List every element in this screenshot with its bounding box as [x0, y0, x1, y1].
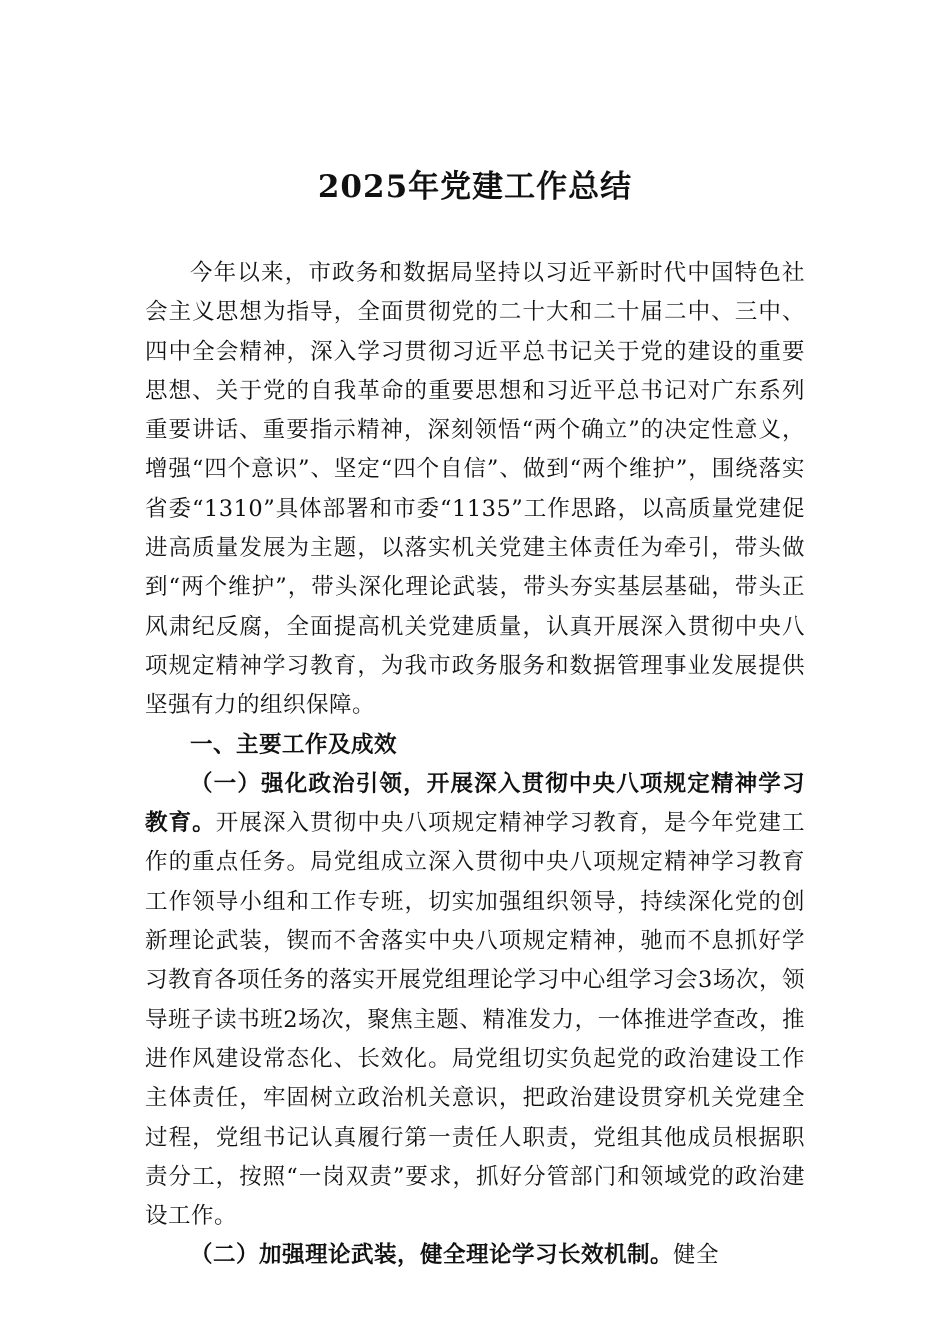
subsection-body-2: 健全 [673, 1242, 720, 1269]
section-heading-1: 一、主要工作及成效 [190, 731, 398, 758]
intro-paragraph: 今年以来，市政务和数据局坚持以习近平新时代中国特色社会主义思想为指导，全面贯彻党的二十大和二十届二中、三中、四中全会精神，深入学习贯彻习近平总书记关于党的建设的重要思想、关于党的自我革命的重要思想和习近平总书记对广东系列重要讲话、重要指示精神，深刻领悟“两个确立”的决定性意义，增强“四个意识”、坚定“四个自信”、做到“两个维护”，围绕落实省委“1310”具体部署和市委“1135”工作思路，以高质量党建促进高质量发展为主题，以落实机关党建主体责任为牵引，带头做到“两个维护”，带头深化理论武装，带头夯实基层基础，带头正风肃纪反腐，全面提高机关党建质量，认真开展深入贯彻中央八项规定精神学习教育，为我市政务服务和数据管理事业发展提供坚强有力的组织保障。 [145, 260, 805, 719]
document-title: 2025年党建工作总结 [317, 169, 633, 205]
subsection-body-1: 开展深入贯彻中央八项规定精神学习教育，是今年党建工作的重点任务。局党组成立深入贯彻中央八项规定精神学习教育工作领导小组和工作专班，切实加强组织领导，持续深化党的创新理论武装，锲而不舍落实中央八项规定精神，驰而不息抓好学习教育各项任务的落实开展党组理论学习中心组学习会3场次，领导班子读书班2场次，聚焦主题、精准发力，一体推进学查改，推进作风建设常态化、长效化。局党组切实负起党的政治建设工作主体责任，牢固树立政治机关意识，把政治建设贯穿机关党建全过程，党组书记认真履行第一责任人职责，党组其他成员根据职责分工，按照“一岗双责”要求，抓好分管部门和领域党的政治建设工作。 [145, 810, 805, 1230]
subsection-heading-1: （一）强化政治引领，开展深入贯彻中央八项规定精神学习教育。 [145, 770, 805, 837]
subsection-paragraph-2 [145, 1236, 805, 1275]
subsection-heading-2: （二）加强理论武装，健全理论学习长效机制。 [190, 1242, 674, 1269]
subsection-paragraph-1 [145, 765, 805, 1237]
document-body [145, 254, 805, 1276]
